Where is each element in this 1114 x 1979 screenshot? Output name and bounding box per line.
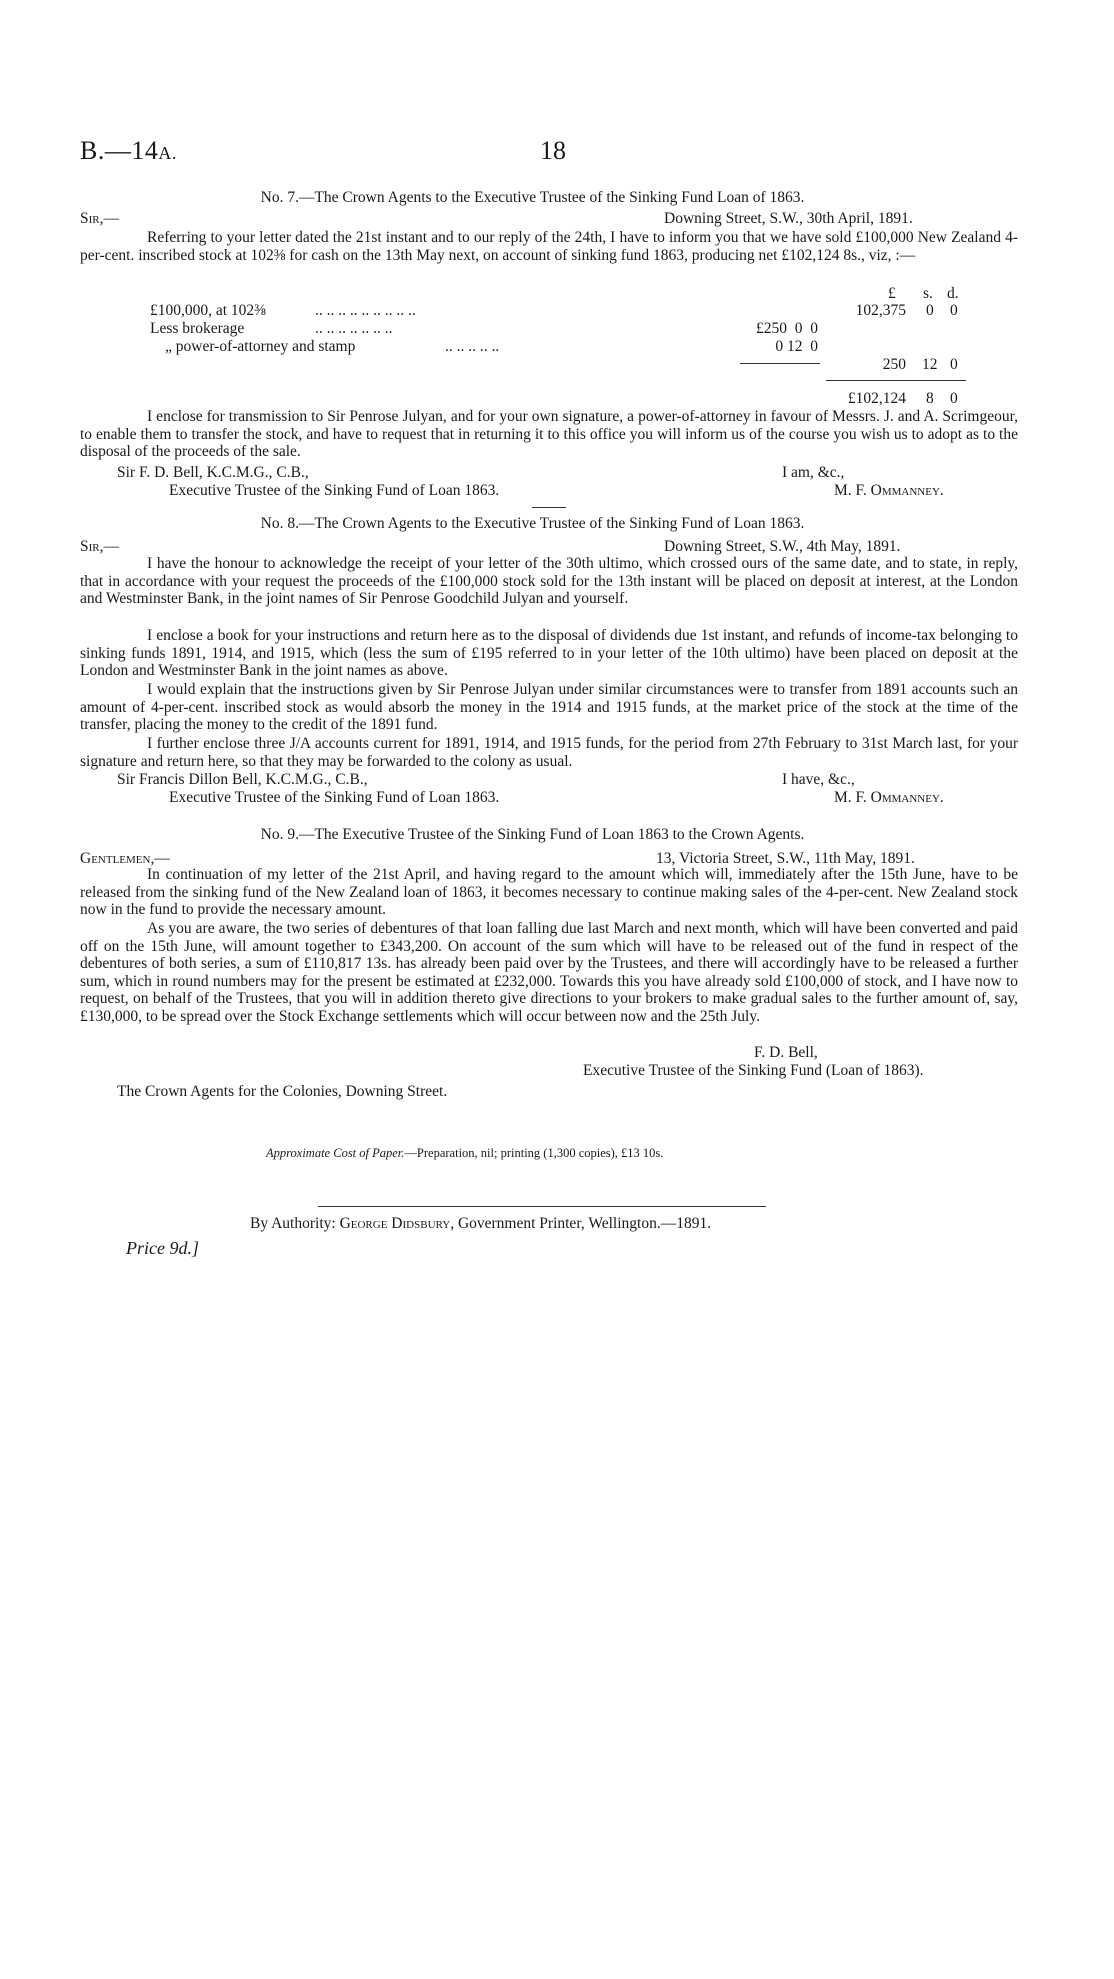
cost-of-paper-note [266,1146,663,1161]
letter-7-heading: No. 7.—The Crown Agents to the Executive Trustee of the Sinking Fund Loan of 1863. [260,189,805,206]
column-pence-header: d. [947,285,959,302]
letter-7-addressee-line-1: Sir F. D. Bell, K.C.M.G., C.B., [117,464,309,481]
total-pence: 0 [950,390,958,407]
letter-9-paragraph-2: As you are aware, the two series of debentures of that loan falling due last March and next month, which will have been converted and paid off on the 15th June, will amount together to £343,200. On account of the sum which will have to be released out of the fund in respect of the debentures of both series, a sum of £110,817 13s. has already been paid over by the Trustees, and there will accordingly have to be released a further sum, which in round numbers may for the present be estimated at £232,000. Towards this you have already sold £100,000 of stock, and I have now to request, on behalf of the Trustees, that you will in addition thereto give directions to your brokers to make gradual sales to the further amount of, say, £130,000, to be spread over the Stock Exchange settlements which will occur between now and the 25th July. [80,920,1018,1025]
authority-prefix: By Authority: [250,1215,336,1232]
letter-8-closing: I have, &c., [782,771,855,788]
row-brokerage-label: Less brokerage [150,320,245,337]
row-attorney-label: „ power-of-attorney and stamp [165,338,356,355]
letter-7-closing: I am, &c., [782,464,845,481]
letter-7-paragraph-2: I enclose for transmission to Sir Penrose Julyan, and for your own signature, a power-of-attorney in favour of Messrs. J. and A. Scrimgeour, to enable them to transfer the stock, and have to request that in returning it to this office you will inform us of the course you wish us to adopt as to the disposal of the proceeds of the sale. [80,408,1018,460]
row-sale-label: £100,000, at 102⅜ [150,302,266,319]
printer-imprint [250,1215,711,1233]
row-sale-shillings: 0 [926,302,934,319]
row-attorney-leader-dots: .. .. .. .. .. [445,338,500,355]
printer-name: George Didsbury [339,1215,451,1232]
reference-main: B.—14 [80,136,159,165]
total-pounds: £102,124 [847,390,906,407]
letter-7-address: Downing Street, S.W., 30th April, 1891. [664,210,913,227]
letter-8-paragraph-3: I would explain that the instructions given by Sir Penrose Julyan under similar circumstances were to transfer from 1891 accounts such an amount of 4-per-cent. inscribed stock as would absorb the money in the 1914 and 1915 funds, at the market price of the stock at the time of the transfer, placing the money to the credit of the 1891 fund. [80,681,1018,733]
total-shillings: 8 [926,390,934,407]
letter-7-paragraph-1: Referring to your letter dated the 21st instant and to our reply of the 24th, I have to inform you that we have sold £100,000 New Zealand 4-per-cent. inscribed stock at 102⅜ for cash on the 13th May next, on account of sinking fund 1863, producing net £102,124 8s., viz, :— [80,229,1018,264]
row-brokerage-amount: £250 0 0 [756,320,818,337]
page-number: 18 [540,136,566,165]
letter-8-paragraph-2: I enclose a book for your instructions and return here as to the disposal of dividends due 1st instant, and refunds of income-tax belonging to sinking funds 1891, 1914, and 1915, which (less the sum of £195 referred to in your letter of the 10th ultimo) have been placed on deposit at the London and Westminster Bank in the joint names as above. [80,627,1018,679]
row-sale-pounds: 102,375 [855,302,906,319]
subtotal-pounds: 250 [882,356,906,373]
row-sale-pence: 0 [950,302,958,319]
letter-8-addressee-line-2: Executive Trustee of the Sinking Fund of Loan 1863. [169,789,500,806]
letter-9-addressee: The Crown Agents for the Colonies, Downing Street. [117,1083,448,1100]
cost-label: Approximate Cost of Paper. [266,1146,405,1160]
subtotal-shillings: 12 [922,356,938,373]
total-rule [826,380,966,381]
letter-9-salutation: Gentlemen,— [80,850,170,867]
letter-8-paragraph-1: I have the honour to acknowledge the receipt of your letter of the 30th ultimo, which crossed ours of the same date, and to state, in reply, that in accordance with your request the proceeds of the £100,000 stock sold for the 13th instant will be placed on deposit at interest, at the London and Westminster Bank, in the joint names of Sir Penrose Goodchild Julyan and yourself. [80,555,1018,607]
cost-text: —Preparation, nil; printing (1,300 copies), £13 10s. [404,1146,664,1160]
letter-7-signature: M. F. Ommanney. [834,482,944,499]
row-brokerage-leader-dots: .. .. .. .. .. .. .. [315,320,393,337]
row-attorney-amount: 0 12 0 [775,338,818,355]
letter-9-address: 13, Victoria Street, S.W., 11th May, 1891. [656,850,915,867]
row-sale-leader-dots: .. .. .. .. .. .. .. .. .. [315,302,416,319]
column-shillings-header: s. [923,285,933,302]
letter-8-salutation: Sir,— [80,538,119,555]
letter-8-address: Downing Street, S.W., 4th May, 1891. [664,538,901,555]
subtotal-rule [740,363,820,364]
document-reference [80,136,177,166]
reference-suffix: A. [158,143,177,163]
letter-7-salutation: Sir,— [80,210,119,227]
letter-8-signature: M. F. Ommanney. [834,789,944,806]
letter-9-signature-title: Executive Trustee of the Sinking Fund (Loan of 1863). [583,1062,924,1079]
letter-8-paragraph-4: I further enclose three J/A accounts current for 1891, 1914, and 1915 funds, for the period from 27th February to 31st March last, for your signature and return here, so that they may be forwarded to the colony as usual. [80,735,1018,770]
column-pounds-header: £ [888,285,896,302]
letter-9-paragraph-1: In continuation of my letter of the 21st April, and having regard to the amount which will, immediately after the 15th June, have to be released from the sinking fund of the New Zealand loan of 1863, it becomes necessary to continue making sales of the 4-per-cent. New Zealand stock now in the fund to provide the necessary amount. [80,866,1018,918]
section-divider [532,507,566,508]
price: Price 9d.] [126,1238,199,1258]
letter-8-addressee-line-1: Sir Francis Dillon Bell, K.C.M.G., C.B., [117,771,368,788]
letter-8-heading: No. 8.—The Crown Agents to the Executive Trustee of the Sinking Fund of Loan 1863. [260,515,805,532]
letter-9-heading: No. 9.—The Executive Trustee of the Sinking Fund of Loan 1863 to the Crown Agents. [260,826,805,843]
authority-suffix: , Government Printer, Wellington.—1891. [450,1215,712,1232]
subtotal-pence: 0 [950,356,958,373]
letter-9-signature: F. D. Bell, [754,1044,818,1061]
footer-rule [318,1206,766,1207]
letter-7-addressee-line-2: Executive Trustee of the Sinking Fund of Loan 1863. [169,482,500,499]
